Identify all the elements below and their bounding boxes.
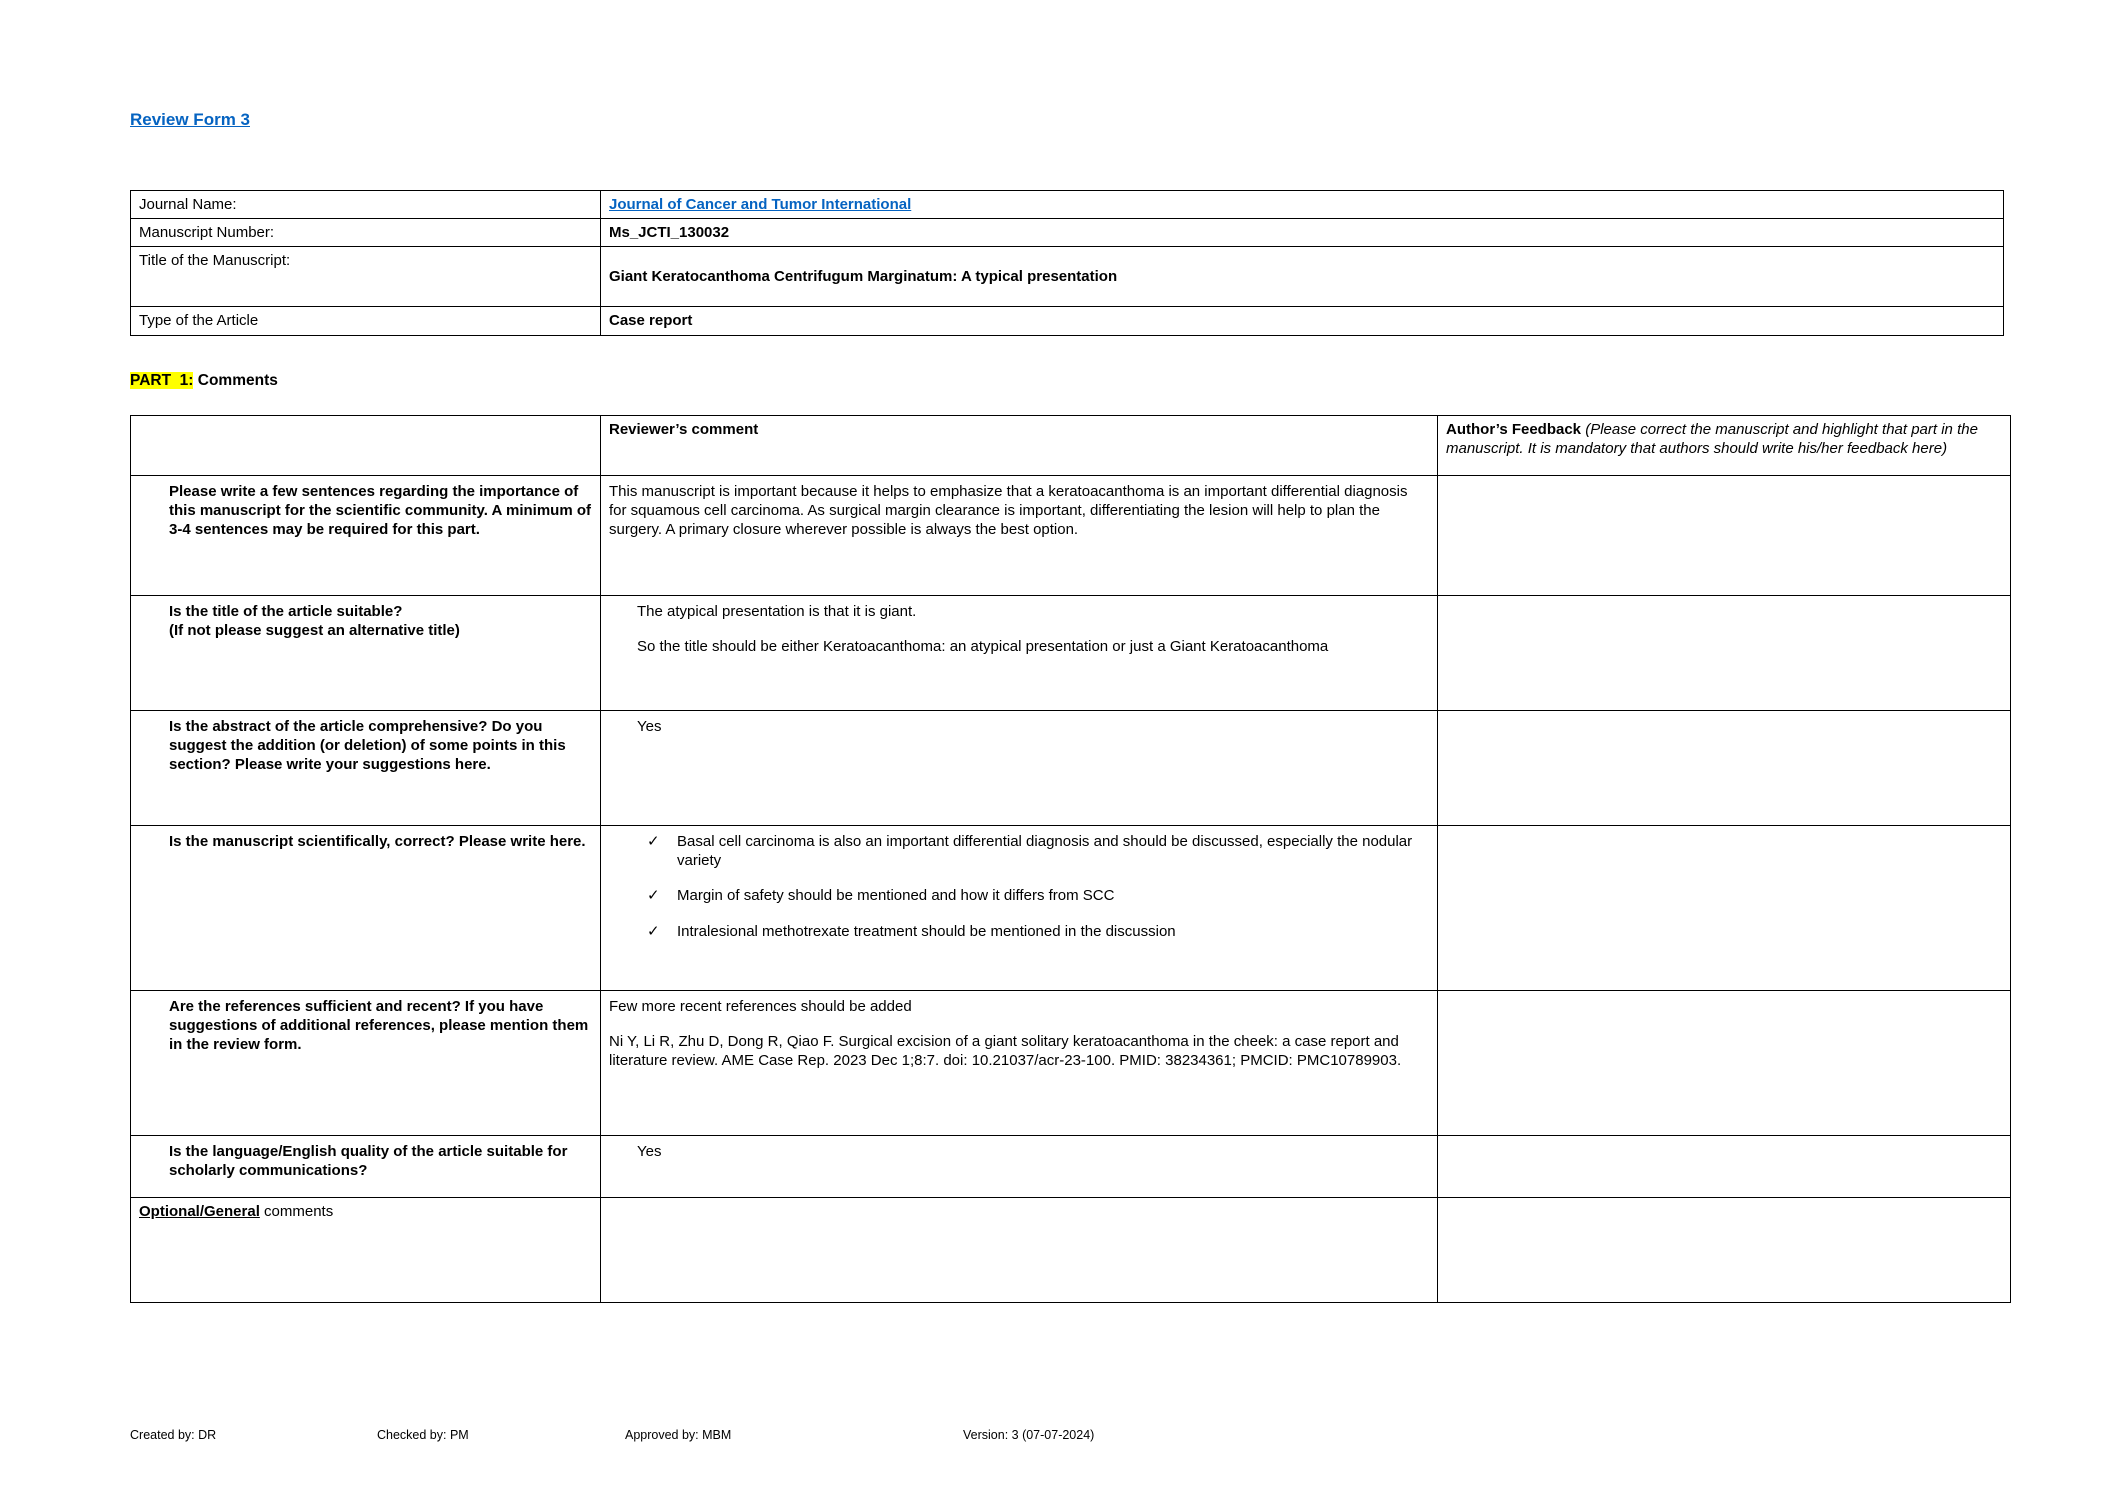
row-title-suitable bbox=[131, 596, 2011, 711]
author-feedback-cell[interactable] bbox=[1438, 596, 2011, 711]
reviewer-comment-importance: This manuscript is important because it helps to emphasize that a keratoacanthoma is an important differential diagnosis for squamous cell carcinoma. As surgical margin clearance is important, differentiating the lesion will help to plan the surgery. A primary closure wherever possible is always the best option. bbox=[601, 476, 1438, 596]
part1-heading bbox=[130, 372, 278, 390]
comment-paragraph: The atypical presentation is that it is giant. bbox=[637, 603, 917, 620]
author-feedback-cell[interactable] bbox=[1438, 991, 2011, 1136]
author-feedback-note: (Please correct the manuscript and highlight that part in the manuscript. It is mandatory that authors should write his/her feedback here) bbox=[1446, 421, 1978, 458]
journal-name-label: Journal Name: bbox=[131, 191, 601, 219]
author-feedback-header bbox=[1438, 416, 2011, 476]
table-row bbox=[131, 219, 2004, 247]
manuscript-number-label: Manuscript Number: bbox=[131, 219, 601, 247]
question-scientific: Is the manuscript scientifically, correct? Please write here. bbox=[131, 826, 601, 991]
row-scientific bbox=[131, 826, 2011, 991]
journal-name-cell bbox=[601, 191, 2004, 219]
part1-label: Comments bbox=[193, 372, 278, 389]
optional-label-underlined: Optional/General bbox=[139, 1203, 260, 1220]
checklist-item-text: Intralesional methotrexate treatment should be mentioned in the discussion bbox=[677, 922, 1176, 940]
comment-paragraph: So the title should be either Keratoacanthoma: an atypical presentation or just a Giant Keratoacanthoma bbox=[637, 638, 1329, 656]
question-line: Is the title of the article suitable? bbox=[169, 603, 403, 620]
comment-paragraph: Few more recent references should be added bbox=[609, 998, 912, 1015]
author-feedback-cell[interactable] bbox=[1438, 476, 2011, 596]
part1-highlight: PART 1: bbox=[130, 372, 194, 389]
check-icon: ✓ bbox=[647, 833, 660, 850]
manuscript-title-label: Title of the Manuscript: bbox=[131, 247, 601, 307]
question-abstract: Is the abstract of the article comprehensive? Do you suggest the addition (or deletion) of some points in this section? Please write your suggestions here. bbox=[131, 711, 601, 826]
table-row bbox=[131, 247, 2004, 307]
manuscript-info-table bbox=[130, 190, 2004, 336]
article-type-value: Case report bbox=[601, 307, 2004, 335]
row-references bbox=[131, 991, 2011, 1136]
comment-paragraph: Yes bbox=[637, 718, 662, 735]
footer-version: Version: 3 (07-07-2024) bbox=[963, 1428, 1095, 1442]
question-importance: Please write a few sentences regarding the importance of this manuscript for the scientific community. A minimum of 3-4 sentences may be required for this part. bbox=[131, 476, 601, 596]
reviewer-comment-language bbox=[601, 1136, 1438, 1198]
author-feedback-title: Author’s Feedback bbox=[1446, 421, 1582, 438]
check-icon: ✓ bbox=[647, 887, 660, 905]
reviewer-comment-scientific bbox=[601, 826, 1438, 991]
author-feedback-cell[interactable] bbox=[1438, 826, 2011, 991]
checklist-item bbox=[647, 886, 1429, 905]
checklist-item-text: Margin of safety should be mentioned and how it differs from SCC bbox=[677, 887, 1115, 905]
checklist-item bbox=[647, 922, 1429, 941]
author-feedback-cell[interactable] bbox=[1438, 711, 2011, 826]
journal-link[interactable]: Journal of Cancer and Tumor International bbox=[609, 196, 912, 213]
comments-table bbox=[130, 415, 2011, 1303]
manuscript-number-value: Ms_JCTI_130032 bbox=[601, 219, 2004, 247]
question-line: (If not please suggest an alternative title) bbox=[169, 622, 460, 640]
checklist-item bbox=[647, 832, 1429, 870]
footer-checked-by: Checked by: PM bbox=[377, 1428, 469, 1442]
check-icon: ✓ bbox=[647, 922, 660, 940]
question-references: Are the references sufficient and recent? If you have suggestions of additional references, please mention them in the review form. bbox=[131, 991, 601, 1136]
reviewer-comment-header: Reviewer’s comment bbox=[601, 416, 1438, 476]
checklist-item-text: Basal cell carcinoma is also an important differential diagnosis and should be discussed, especially the nodular variety bbox=[677, 833, 1413, 870]
comment-paragraph: Yes bbox=[637, 1143, 662, 1160]
table-row bbox=[131, 191, 2004, 219]
manuscript-title-value: Giant Keratocanthoma Centrifugum Marginatum: A typical presentation bbox=[601, 247, 2004, 307]
reviewer-comment-title-suitable bbox=[601, 596, 1438, 711]
document-title: Review Form 3 bbox=[130, 110, 250, 129]
optional-label-rest: comments bbox=[259, 1203, 334, 1220]
row-language bbox=[131, 1136, 2011, 1198]
optional-comments-label bbox=[131, 1198, 601, 1303]
comments-header-row bbox=[131, 416, 2011, 476]
author-feedback-cell[interactable] bbox=[1438, 1136, 2011, 1198]
author-feedback-cell[interactable] bbox=[1438, 1198, 2011, 1303]
question-language: Is the language/English quality of the article suitable for scholarly communications? bbox=[131, 1136, 601, 1198]
row-importance bbox=[131, 476, 2011, 596]
reviewer-comment-references bbox=[601, 991, 1438, 1136]
row-abstract bbox=[131, 711, 2011, 826]
question-title-suitable bbox=[131, 596, 601, 711]
row-optional bbox=[131, 1198, 2011, 1303]
footer-approved-by: Approved by: MBM bbox=[625, 1428, 732, 1442]
footer-created-by: Created by: DR bbox=[130, 1428, 217, 1442]
article-type-label: Type of the Article bbox=[131, 307, 601, 335]
table-row bbox=[131, 307, 2004, 335]
optional-reviewer-comment-cell[interactable] bbox=[601, 1198, 1438, 1303]
comments-header-empty-cell bbox=[131, 416, 601, 476]
reviewer-comment-abstract bbox=[601, 711, 1438, 826]
comment-paragraph: Ni Y, Li R, Zhu D, Dong R, Qiao F. Surgical excision of a giant solitary keratoacanthoma in the cheek: a case report and literature review. AME Case Rep. 2023 Dec 1;8:7. doi: 10.21037/acr-23-100. PMID: 38234361; PMCID: PMC10789903. bbox=[609, 1033, 1402, 1070]
